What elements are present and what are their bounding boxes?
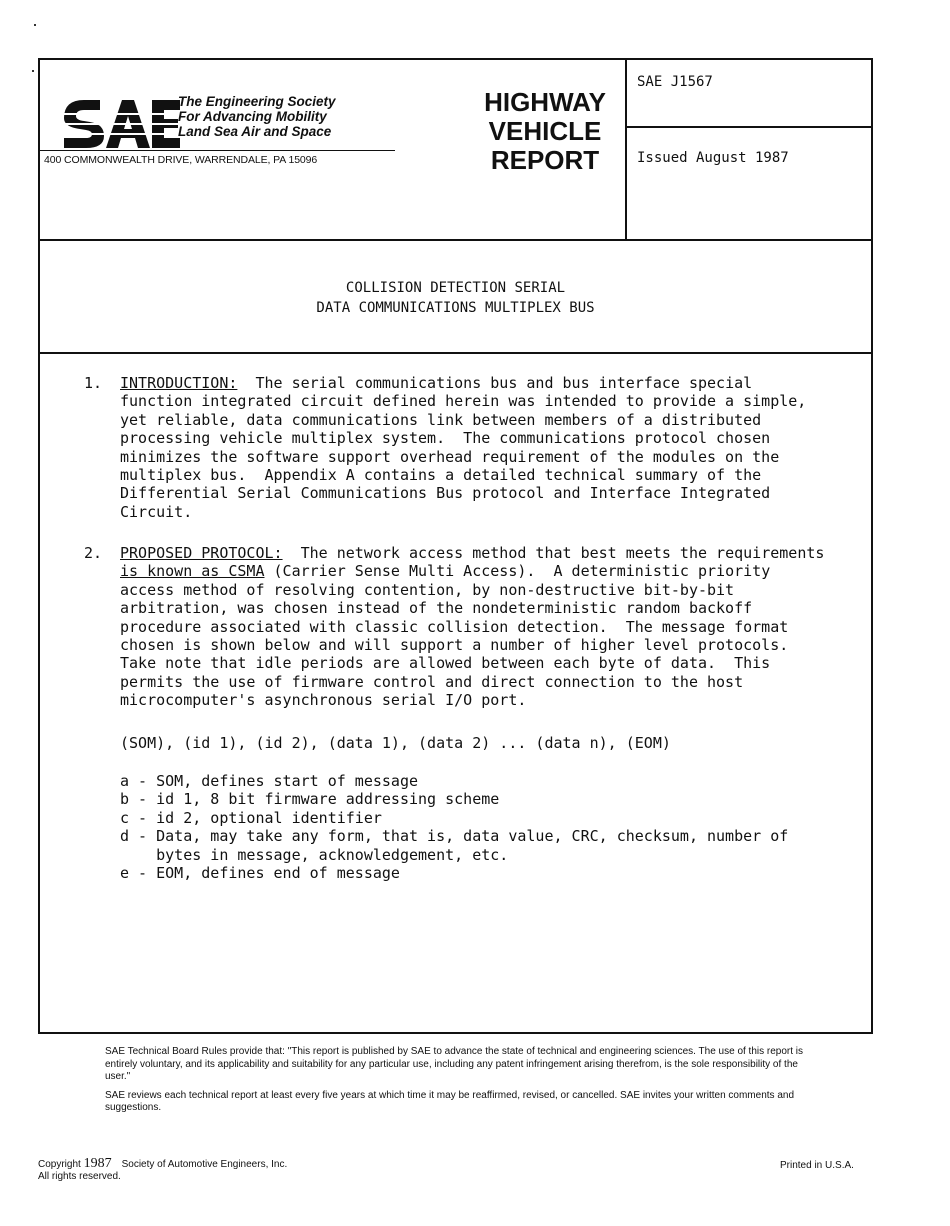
- report-type-title: [450, 88, 640, 175]
- footer-notice: [105, 1046, 825, 1121]
- copyright-block: [38, 1158, 287, 1183]
- paragraph-line: access method of resolving contention, by non-destructive bit-by-bit: [120, 580, 735, 599]
- section-first-line-text: The network access method that best meets the requirements: [282, 544, 825, 562]
- printed-in: Printed in U.S.A.: [780, 1160, 854, 1171]
- list-item: b - id 1, 8 bit firmware addressing scheme: [120, 790, 500, 809]
- list-item: e - EOM, defines end of message: [120, 864, 400, 883]
- section-text: [120, 544, 824, 710]
- scan-speck: [32, 70, 34, 72]
- message-format: (SOM), (id 1), (id 2), (data 1), (data 2) ... (data n), (EOM): [120, 734, 671, 752]
- paragraph-line: multiplex bus. Appendix A contains a detailed technical summary of the: [120, 466, 762, 485]
- paragraph-line: microcomputer's asynchronous serial I/O port.: [120, 691, 527, 710]
- address-divider: [40, 150, 395, 151]
- section-first-line: [120, 374, 806, 392]
- copyright-year: 1987: [83, 1156, 112, 1171]
- society-tagline: [178, 94, 336, 139]
- sae-logo-block: [44, 90, 410, 180]
- report-frame: [38, 58, 873, 1034]
- society-line: For Advancing Mobility: [178, 109, 327, 124]
- paragraph-line-text: (Carrier Sense Multi Access). A deterministic priority: [264, 562, 771, 581]
- copyright-line: [38, 1158, 287, 1171]
- list-item: bytes in message, acknowledgement, etc.: [120, 845, 509, 864]
- society-address: 400 COMMONWEALTH DRIVE, WARRENDALE, PA 15096: [44, 154, 318, 166]
- paragraph-line: Take note that idle periods are allowed between each byte of data. This: [120, 654, 771, 673]
- paragraph-line: [120, 562, 824, 580]
- list-item: d - Data, may take any form, that is, data value, CRC, checksum, number of: [120, 827, 789, 846]
- standard-number: SAE J1567: [637, 74, 713, 90]
- sae-logo-mark: [60, 94, 180, 150]
- paragraph-line: minimizes the software support overhead requirement of the modules on the: [120, 447, 780, 466]
- paragraph-line: Differential Serial Communications Bus protocol and Interface Integrated: [120, 484, 771, 503]
- message-field-list: [120, 772, 788, 882]
- paragraph-line: chosen is shown below and will support a number of higher level protocols.: [120, 636, 789, 655]
- copyright-holder: Society of Automotive Engineers, Inc.: [121, 1159, 288, 1170]
- section-heading: PROPOSED PROTOCOL:: [120, 544, 283, 562]
- society-line: Land Sea Air and Space: [178, 124, 332, 139]
- document-title-line: DATA COMMUNICATIONS MULTIPLEX BUS: [316, 300, 595, 316]
- report-header: [40, 60, 871, 241]
- scan-speck: [34, 24, 36, 26]
- section-number: 1.: [84, 374, 103, 392]
- list-item: a - SOM, defines start of message: [120, 772, 419, 790]
- technical-board-rules: SAE Technical Board Rules provide that: "This report is published by SAE to advance the state of technical and engineering sciences. The use of this report is entirely voluntary, and its applicability and suitability for any particular use, including any patent infringement arising therefrom, is the sole responsibility of the user.": [105, 1046, 804, 1082]
- paragraph-line: function integrated circuit defined herein was intended to provide a simple,: [120, 392, 807, 411]
- paragraph-line: arbitration, was chosen instead of the nondeterministic random backoff: [120, 599, 753, 618]
- document-title-line: COLLISION DETECTION SERIAL: [345, 280, 566, 296]
- section-first-line: [120, 544, 824, 562]
- document-title-box: [40, 239, 871, 354]
- paragraph-line: procedure associated with classic collision detection. The message format: [120, 617, 789, 636]
- review-notice: SAE reviews each technical report at least every five years at which time it may be reaffirmed, revised, or cancelled. SAE invites your written comments and suggestions.: [105, 1089, 794, 1113]
- underlined-phrase: is known as CSMA: [120, 562, 265, 581]
- society-line: The Engineering Society: [178, 94, 336, 109]
- list-item: c - id 2, optional identifier: [120, 808, 382, 827]
- paragraph-line: Circuit.: [120, 502, 193, 521]
- report-id-column: [625, 60, 873, 239]
- section-heading: INTRODUCTION:: [120, 374, 238, 392]
- paragraph-line: yet reliable, data communications link between members of a distributed: [120, 410, 762, 429]
- section-text: [120, 374, 806, 521]
- paragraph-line: permits the use of firmware control and direct connection to the host: [120, 672, 744, 691]
- rights-reserved: All rights reserved.: [38, 1171, 121, 1182]
- report-type-line: REPORT: [490, 145, 600, 175]
- report-type-line: VEHICLE: [488, 116, 602, 146]
- standard-number-cell: [627, 60, 873, 128]
- copyright-label: Copyright: [38, 1159, 81, 1170]
- section-number: 2.: [84, 544, 103, 562]
- report-type-line: HIGHWAY: [484, 87, 606, 117]
- paragraph-line: processing vehicle multiplex system. The communications protocol chosen: [120, 429, 771, 448]
- issue-date: Issued August 1987: [637, 150, 789, 166]
- section-first-line-text: The serial communications bus and bus interface special: [237, 374, 753, 392]
